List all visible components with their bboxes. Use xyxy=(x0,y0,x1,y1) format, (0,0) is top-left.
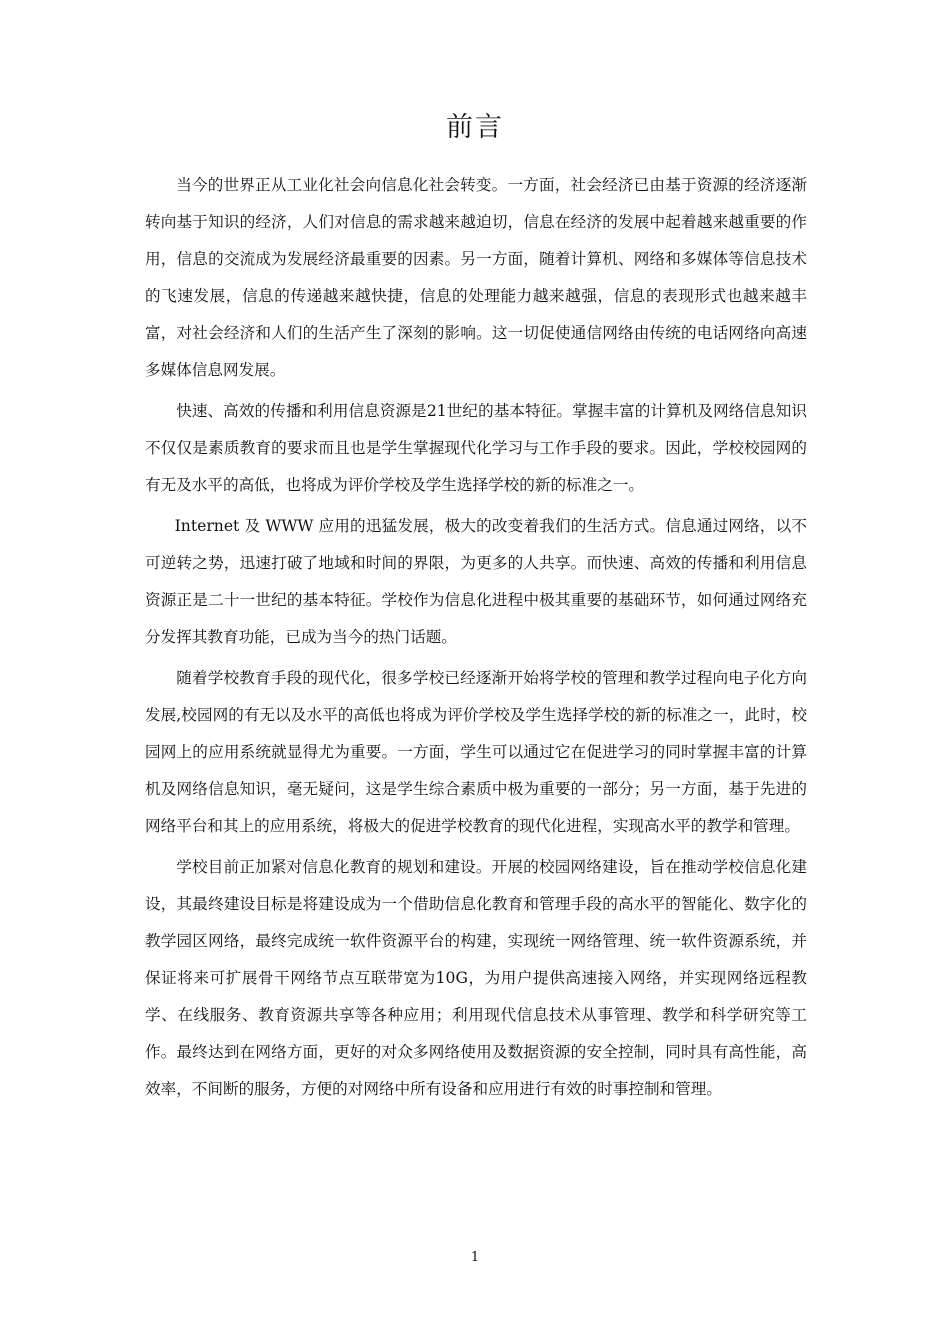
paragraph-4: 随着学校教育手段的现代化，很多学校已经逐渐开始将学校的管理和教学过程向电子化方向发展,校园网的有无以及水平的高低也将成为评价学校及学生选择学校的新的标准之一，此时，校园网上的应用系统就显得尤为重要。一方面，学生可以通过它在促进学习的同时掌握丰富的计算机及网络信息知识，毫无疑问，这是学生综合素质中极为重要的一部分；另一方面，基于先进的网络平台和其上的应用系统，将极大的促进学校教育的现代化进程，实现高水平的教学和管理。 xyxy=(145,669,807,835)
page-number: 1 xyxy=(470,1250,480,1265)
paragraph-2: 快速、高效的传播和利用信息资源是21世纪的基本特征。掌握丰富的计算机及网络信息知识不仅仅是素质教育的要求而且也是学生掌握现代化学习与工作手段的要求。因此，学校校园网的有无及水平的高低，也将成为评价学校及学生选择学校的新的标准之一。 xyxy=(145,402,807,494)
paragraph-3: Internet 及 WWW 应用的迅猛发展，极大的改变着我们的生活方式。信息通过网络，以不可逆转之势，迅速打破了地域和时间的界限，为更多的人共享。而快速、高效的传播和利用信息资源正是二十一世纪的基本特征。学校作为信息化进程中极其重要的基础环节，如何通过网络充分发挥其教育功能，已成为当今的热门话题。 xyxy=(145,517,807,646)
body-text xyxy=(145,167,807,1112)
page-title: 前言 xyxy=(446,112,504,143)
paragraph-1: 当今的世界正从工业化社会向信息化社会转变。一方面，社会经济已由基于资源的经济逐渐转向基于知识的经济，人们对信息的需求越来越迫切，信息在经济的发展中起着越来越重要的作用，信息的交流成为发展经济最重要的因素。另一方面，随着计算机、网络和多媒体等信息技术的飞速发展，信息的传递越来越快捷，信息的处理能力越来越强，信息的表现形式也越来越丰富，对社会经济和人们的生活产生了深刻的影响。这一切促使通信网络由传统的电话网络向高速多媒体信息网发展。 xyxy=(145,176,807,379)
paragraph-5: 学校目前正加紧对信息化教育的规划和建设。开展的校园网络建设，旨在推动学校信息化建设，其最终建设目标是将建设成为一个借助信息化教育和管理手段的高水平的智能化、数字化的教学园区网络，最终完成统一软件资源平台的构建，实现统一网络管理、统一软件资源系统，并保证将来可扩展骨干网络节点互联带宽为10G，为用户提供高速接入网络，并实现网络远程教学、在线服务、教育资源共享等各种应用；利用现代信息技术从事管理、教学和科学研究等工作。最终达到在网络方面，更好的对众多网络使用及数据资源的安全控制，同时具有高性能，高效率，不间断的服务，方便的对网络中所有设备和应用进行有效的时事控制和管理。 xyxy=(145,858,807,1098)
